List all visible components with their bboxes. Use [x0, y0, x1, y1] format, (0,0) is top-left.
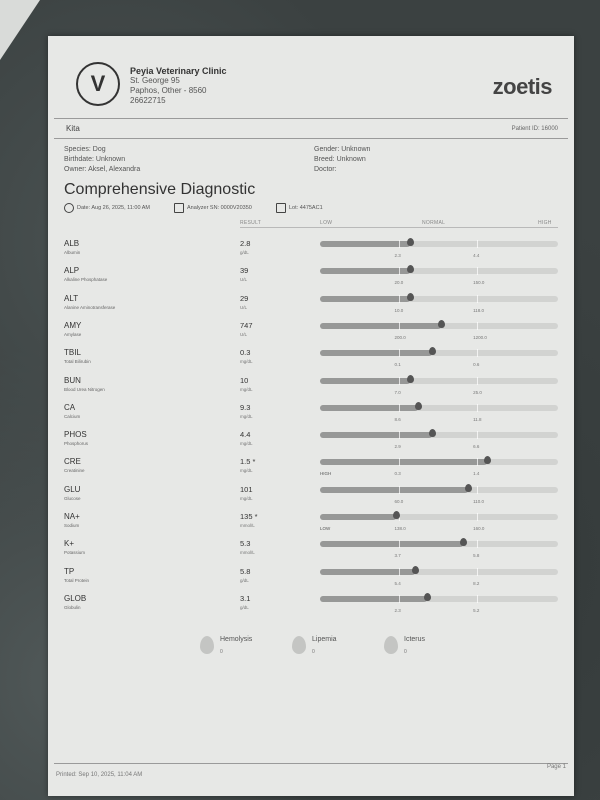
low-limit-tick — [399, 322, 400, 330]
analyzer-text: Analyzer SN: 0000V20350 — [187, 205, 252, 211]
header-low: LOW — [320, 220, 333, 226]
result-marker — [429, 429, 436, 437]
test-abbr: BUN — [64, 375, 81, 385]
test-abbr: PHOS — [64, 430, 87, 440]
result-flag: HIGH — [320, 471, 332, 477]
test-abbr: ALT — [64, 293, 79, 303]
patient-id: Patient ID: 16000 — [511, 126, 558, 132]
range-fill — [320, 350, 432, 356]
range-low-value: 138.0 — [394, 526, 406, 531]
test-value: 135 * — [240, 512, 258, 521]
test-value: 9.3 — [240, 402, 251, 412]
range-fill — [320, 459, 487, 465]
result-row — [48, 321, 574, 348]
range-bar — [320, 350, 558, 356]
low-limit-tick — [399, 568, 400, 576]
patient-name: Kita — [66, 124, 80, 133]
report-date — [64, 203, 150, 213]
range-fill — [320, 487, 468, 493]
range-bar — [320, 459, 558, 465]
result-row — [48, 485, 574, 512]
range-fill — [320, 541, 463, 547]
range-high-value: 5.8 — [473, 553, 480, 559]
range-fill — [320, 323, 441, 329]
test-abbr: ALP — [64, 266, 80, 276]
result-row — [48, 266, 574, 293]
low-limit-tick — [399, 431, 400, 439]
high-limit-tick — [477, 240, 478, 248]
index-value: 0 — [404, 649, 407, 655]
test-abbr: GLOB — [64, 593, 87, 603]
result-marker — [407, 293, 414, 301]
high-limit-tick — [477, 322, 478, 330]
test-name: Glucose — [64, 495, 81, 501]
result-row — [48, 512, 574, 539]
result-row — [48, 567, 574, 594]
range-fill — [320, 405, 418, 411]
range-bar — [320, 323, 558, 329]
result-row — [48, 539, 574, 566]
result-row — [48, 594, 574, 621]
species: Species: Dog — [64, 146, 106, 153]
result-marker — [415, 402, 422, 410]
range-bar — [320, 241, 558, 247]
test-name: Blood Urea Nitrogen — [64, 386, 105, 392]
index-label: Lipemia — [312, 636, 337, 643]
range-bar — [320, 405, 558, 411]
patient-details-right — [314, 145, 370, 175]
range-high-value: 8.2 — [473, 580, 480, 586]
test-value: 0.3 — [240, 348, 251, 358]
result-row — [48, 239, 574, 266]
result-marker — [460, 538, 467, 546]
range-high-value: 5.2 — [473, 607, 480, 613]
brand-logo: zoetis — [492, 74, 552, 99]
result-row — [48, 430, 574, 457]
test-name: Albumin — [64, 250, 81, 255]
test-unit: g/dL — [240, 577, 249, 583]
range-low-value: 60.0 — [394, 498, 404, 504]
range-high-value: 0.6 — [473, 362, 480, 368]
result-row — [48, 376, 574, 403]
test-name: Alkaline Phosphatase — [64, 277, 108, 283]
result-row — [48, 403, 574, 430]
range-low-value: 2.3 — [394, 607, 401, 613]
range-high-value: 150.0 — [473, 280, 485, 286]
droplet-icon — [384, 636, 398, 654]
result-marker — [484, 456, 491, 464]
test-unit: mmol/L — [240, 550, 255, 556]
result-marker — [407, 265, 414, 273]
index-lipemia — [292, 636, 337, 655]
test-abbr: CA — [64, 402, 76, 412]
test-unit: mg/dL — [240, 386, 253, 392]
test-value: 4.4 — [240, 430, 251, 440]
header-divider — [240, 227, 558, 228]
range-low-value: 0.1 — [394, 362, 401, 368]
test-value: 5.3 — [240, 539, 251, 549]
droplet-icon — [200, 636, 214, 654]
result-marker — [465, 484, 472, 492]
date-text: Date: Aug 26, 2025, 11:00 AM — [77, 205, 150, 211]
range-low-value: 0.3 — [394, 471, 401, 477]
range-bar — [320, 268, 558, 274]
range-high-value: 160.0 — [473, 526, 485, 531]
range-high-value: 4.4 — [473, 253, 480, 258]
range-high-value: 11.8 — [473, 416, 482, 422]
range-fill — [320, 596, 427, 602]
low-limit-tick — [399, 267, 400, 275]
divider — [54, 118, 568, 119]
high-limit-tick — [477, 349, 478, 357]
test-value: 29 — [240, 293, 249, 303]
low-limit-tick — [399, 349, 400, 357]
test-value: 1.5 * — [240, 457, 256, 467]
clock-icon — [64, 203, 74, 213]
doctor: Doctor: — [314, 166, 337, 173]
low-limit-tick — [399, 240, 400, 248]
low-limit-tick — [399, 595, 400, 603]
range-fill — [320, 514, 396, 520]
high-limit-tick — [477, 486, 478, 494]
owner: Owner: Aksel, Alexandra — [64, 166, 141, 173]
low-limit-tick — [399, 295, 400, 303]
range-low-value: 2.3 — [394, 253, 401, 258]
range-bar — [320, 541, 558, 547]
index-label: Icterus — [404, 636, 426, 643]
result-marker — [429, 347, 436, 355]
test-unit: mg/dL — [240, 359, 253, 365]
high-limit-tick — [477, 540, 478, 548]
printed-timestamp: Printed: Sep 10, 2025, 11:04 AM — [56, 772, 143, 778]
high-limit-tick — [477, 404, 478, 412]
header-result: RESULT — [240, 220, 262, 226]
test-abbr: ALB — [64, 239, 80, 248]
result-flag: LOW — [320, 526, 331, 531]
test-name: Total Protein — [64, 577, 90, 583]
range-bar — [320, 514, 558, 520]
clinic-phone: 26622715 — [130, 96, 166, 105]
result-marker — [407, 238, 414, 246]
range-low-value: 8.6 — [394, 416, 401, 422]
high-limit-tick — [477, 568, 478, 576]
test-abbr: K+ — [64, 539, 75, 549]
high-limit-tick — [477, 595, 478, 603]
range-low-value: 2.9 — [394, 444, 401, 450]
test-abbr: GLU — [64, 484, 81, 494]
test-abbr: TP — [64, 566, 75, 576]
index-label: Hemolysis — [220, 636, 253, 643]
range-bar — [320, 378, 558, 384]
birthdate: Birthdate: Unknown — [64, 156, 126, 163]
range-high-value: 1.4 — [473, 471, 480, 477]
test-abbr: AMY — [64, 320, 82, 330]
high-limit-tick — [477, 377, 478, 385]
range-high-value: 25.0 — [473, 389, 482, 395]
test-unit: mg/dL — [240, 413, 253, 419]
logo-letter: V — [90, 71, 106, 96]
test-name: Globulin — [64, 604, 81, 610]
test-value: 101 — [240, 484, 253, 494]
test-value: 2.8 — [240, 239, 251, 248]
gender: Gender: Unknown — [314, 146, 371, 153]
report-title: Comprehensive Diagnostic — [64, 181, 256, 198]
range-fill — [320, 432, 432, 438]
range-low-value: 3.7 — [394, 553, 401, 559]
index-value: 0 — [220, 649, 223, 655]
result-marker — [438, 320, 445, 328]
test-value: 3.1 — [240, 593, 251, 603]
analyzer-icon — [174, 203, 184, 213]
result-marker — [412, 566, 419, 574]
test-unit: mg/dL — [240, 441, 253, 447]
result-row — [48, 294, 574, 321]
index-value: 0 — [312, 649, 315, 655]
range-fill — [320, 378, 410, 384]
report-page — [48, 36, 574, 796]
test-value: 5.8 — [240, 566, 251, 576]
test-name: Sodium — [64, 523, 80, 528]
range-low-value: 5.4 — [394, 580, 401, 586]
test-name: Amylase — [64, 331, 82, 337]
low-limit-tick — [399, 377, 400, 385]
test-abbr: NA+ — [64, 512, 80, 521]
test-name: Potassium — [64, 550, 86, 556]
range-high-value: 110.0 — [473, 498, 485, 504]
range-fill — [320, 241, 410, 247]
test-unit: mg/dL — [240, 468, 253, 474]
test-unit: U/L — [240, 331, 248, 337]
high-limit-tick — [477, 458, 478, 466]
test-unit: g/dL — [240, 250, 249, 255]
range-bar — [320, 569, 558, 575]
clinic-address-1: St. George 95 — [130, 76, 180, 85]
range-high-value: 1200.0 — [473, 334, 487, 340]
header-high: HIGH — [538, 220, 552, 226]
low-limit-tick — [399, 486, 400, 494]
test-unit: mg/dL — [240, 495, 253, 501]
range-fill — [320, 268, 410, 274]
range-high-value: 6.6 — [473, 444, 480, 450]
result-row — [48, 457, 574, 484]
range-low-value: 10.0 — [394, 307, 404, 313]
high-limit-tick — [477, 513, 478, 521]
test-unit: g/dL — [240, 604, 249, 610]
test-unit: U/L — [240, 304, 248, 310]
result-row — [48, 348, 574, 375]
test-value: 10 — [240, 375, 249, 385]
test-value: 39 — [240, 266, 249, 276]
range-low-value: 7.0 — [394, 389, 401, 395]
range-low-value: 200.0 — [394, 334, 406, 340]
clinic-logo — [76, 62, 120, 106]
header-normal: NORMAL — [422, 220, 446, 226]
result-marker — [393, 511, 400, 519]
index-hemolysis — [200, 636, 252, 655]
test-name: Calcium — [64, 413, 81, 419]
test-name: Phosphorus — [64, 441, 89, 447]
high-limit-tick — [477, 295, 478, 303]
test-name: Total Bilirubin — [64, 359, 91, 365]
test-abbr: TBIL — [64, 348, 81, 358]
test-unit: mmol/L — [240, 523, 255, 528]
range-bar — [320, 596, 558, 602]
low-limit-tick — [399, 540, 400, 548]
report-lot — [276, 203, 323, 213]
range-bar — [320, 487, 558, 493]
result-marker — [424, 593, 431, 601]
range-low-value: 20.0 — [394, 280, 404, 286]
box-icon — [276, 203, 286, 213]
range-bar — [320, 296, 558, 302]
low-limit-tick — [399, 458, 400, 466]
test-abbr: CRE — [64, 457, 81, 467]
range-bar — [320, 432, 558, 438]
lot-text: Lot: 4475AC1 — [289, 205, 323, 211]
test-name: Alanine Aminotransferase — [64, 304, 116, 310]
report-analyzer — [174, 203, 252, 213]
clinic-info — [130, 66, 227, 106]
test-name: Creatinine — [64, 468, 85, 474]
droplet-icon — [292, 636, 306, 654]
test-value: 747 — [240, 320, 253, 330]
result-marker — [407, 375, 414, 383]
index-icterus — [384, 636, 425, 655]
breed: Breed: Unknown — [314, 156, 366, 163]
low-limit-tick — [399, 404, 400, 412]
patient-details-left — [64, 145, 140, 175]
range-high-value: 118.0 — [473, 307, 485, 313]
clinic-address-2: Paphos, Other - 8560 — [130, 86, 207, 95]
range-fill — [320, 296, 410, 302]
page-number: Page 1 — [546, 764, 566, 770]
footer-divider — [54, 763, 568, 764]
range-fill — [320, 569, 415, 575]
high-limit-tick — [477, 431, 478, 439]
high-limit-tick — [477, 267, 478, 275]
test-unit: U/L — [240, 277, 248, 283]
clinic-name: Peyia Veterinary Clinic — [130, 66, 227, 76]
divider — [54, 138, 568, 139]
